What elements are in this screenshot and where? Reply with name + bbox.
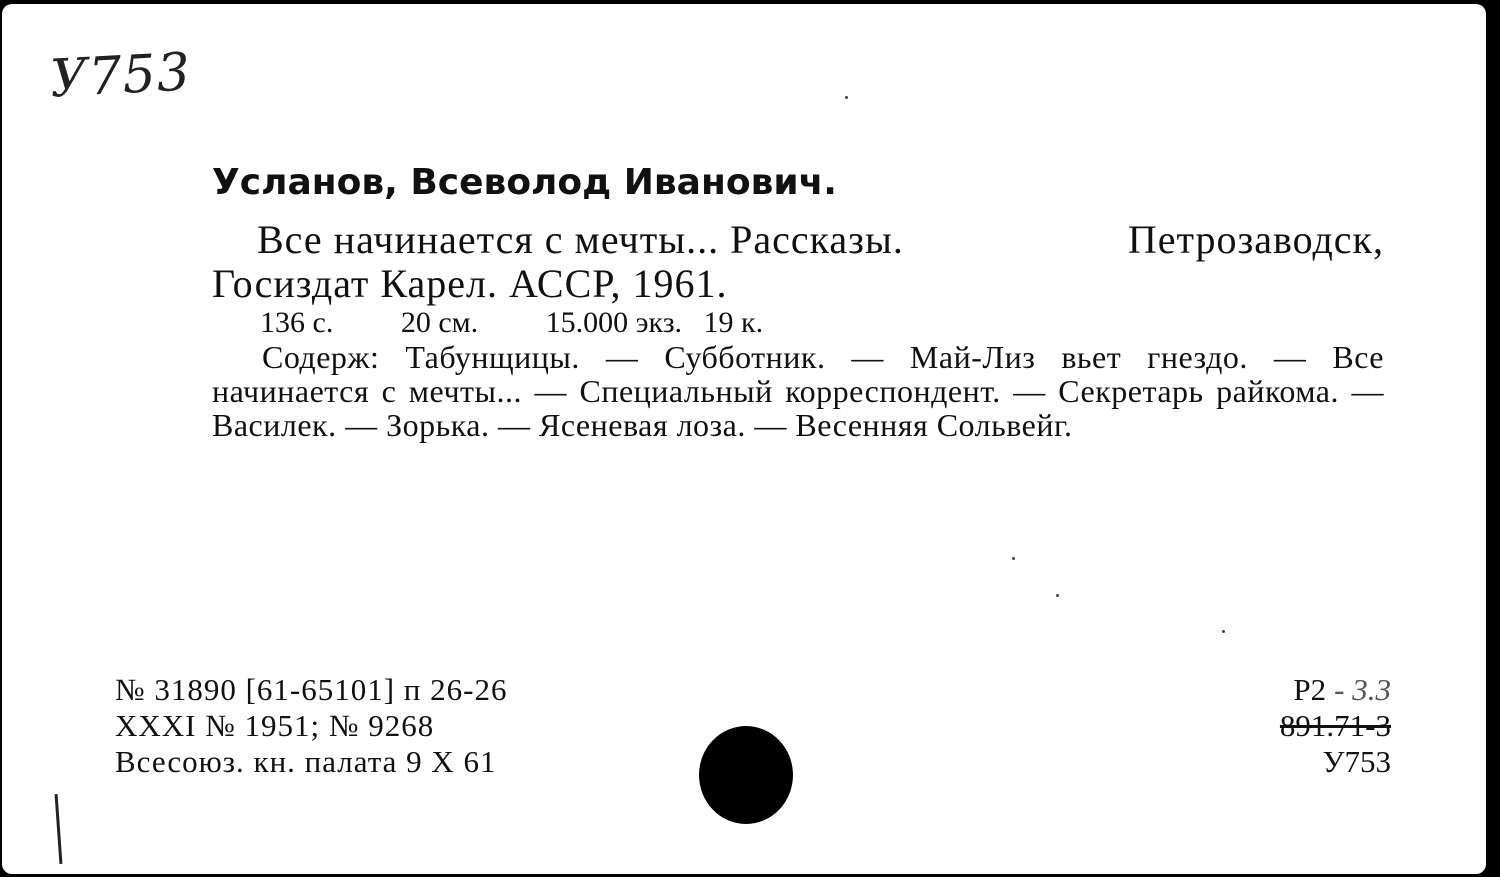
author-heading: Усланов, Всеволод Иванович. [212, 162, 837, 203]
handwritten-classification-fragment: - 3.3 [1334, 672, 1391, 707]
contents-note: Содерж: Табунщицы. — Субботник. — Май-Лиз вьет гнездо. — Все начинается с мечты... — Специальный корреспондент. — Секретарь райкома. — Василек. — Зорька. — Ясеневая лоза. — Весенняя Сольвейг. [212, 339, 1384, 443]
registration-line-1: № 31890 [61-65101] п 26-26 [115, 672, 508, 707]
classification-line [1280, 672, 1391, 708]
physical-description [212, 306, 1384, 340]
struck-old-code: 891.71-3 [1279, 708, 1391, 743]
speck [845, 96, 848, 99]
title-line [212, 216, 1384, 263]
footer-shelfmark: У753 [1322, 744, 1391, 779]
speck [1056, 594, 1059, 597]
size: 20 см. [400, 306, 479, 339]
speck [1222, 630, 1225, 633]
price: 19 к. [703, 306, 764, 339]
handwritten-shelfmark: У753 [48, 42, 193, 110]
registration-line-2: XXXI № 1951; № 9268 [115, 708, 435, 743]
registration-line-3: Всесоюз. кн. палата 9 X 61 [115, 744, 497, 779]
speck [1012, 557, 1015, 560]
footer-classification [1280, 672, 1391, 780]
pencil-mark [55, 794, 63, 864]
publisher-year: Госиздат Карел. АССР, 1961. [212, 261, 728, 306]
footer-registration [115, 672, 507, 780]
pages: 136 с. [260, 306, 334, 339]
punch-hole [699, 726, 793, 824]
catalog-card [2, 4, 1486, 874]
copies: 15.000 экз. [545, 306, 683, 339]
classification-code: Р2 [1293, 672, 1327, 707]
publication-place: Петрозаводск, [1127, 217, 1384, 262]
title-statement: Все начинается с мечты... Рассказы. [257, 217, 904, 262]
